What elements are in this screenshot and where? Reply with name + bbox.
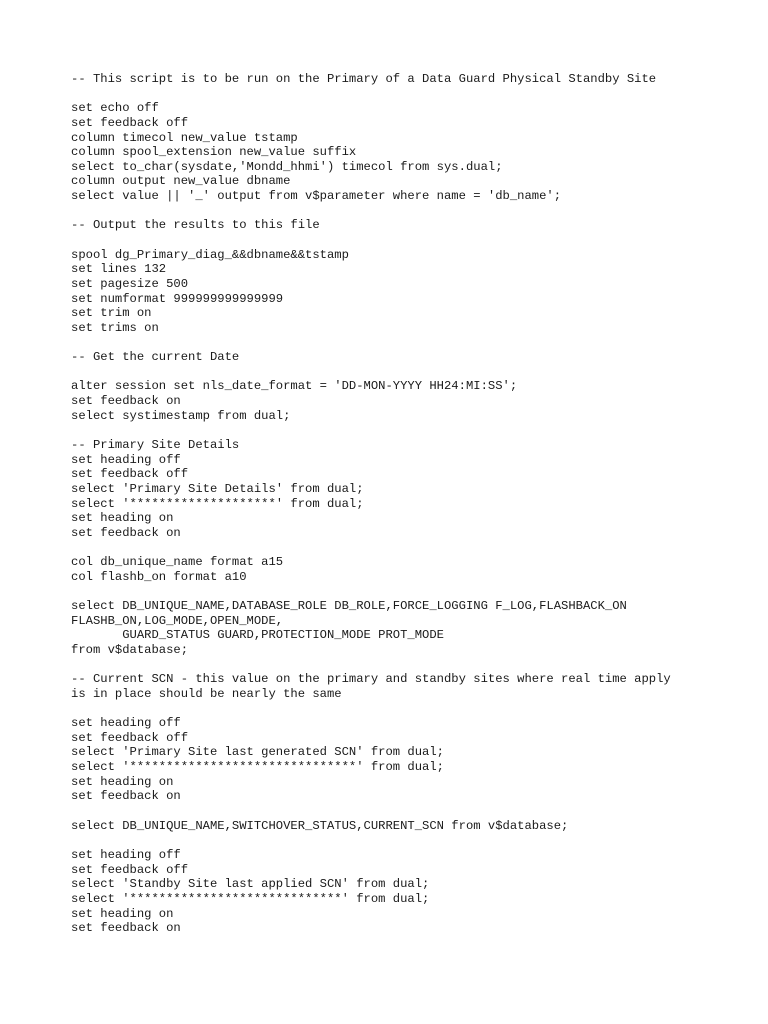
blank-line [71, 584, 751, 599]
code-line: spool dg_Primary_diag_&&dbname&&tstamp [71, 247, 349, 262]
blank-line [71, 658, 751, 673]
code-line: select '*******************************' from dual; [71, 760, 444, 775]
code-line: select systimestamp from dual; [71, 408, 291, 423]
code-line: from v$database; [71, 642, 189, 657]
code-line: set heading on [71, 511, 174, 526]
code-line: set heading on [71, 774, 174, 789]
blank-line [71, 804, 751, 819]
code-line: set feedback on [71, 789, 181, 804]
code-line: set heading on [71, 906, 174, 921]
code-line: set feedback on [71, 525, 181, 540]
comment-line: -- This script is to be run on the Primary of a Data Guard Physical Standby Site [71, 72, 657, 86]
code-line: select '********************' from dual; [71, 496, 364, 511]
code-line: set feedback on [71, 394, 181, 409]
code-line: set trims on [71, 320, 159, 335]
blank-line [71, 833, 751, 848]
code-line: set feedback off [71, 467, 189, 482]
comment-line: -- Primary Site Details [71, 438, 240, 453]
code-line: set feedback off [71, 862, 189, 877]
code-line: set numformat 999999999999999 [71, 291, 284, 306]
code-line: FLASHB_ON,LOG_MODE,OPEN_MODE, [71, 613, 284, 628]
code-line: col flashb_on format a10 [71, 569, 247, 584]
code-line: select value || '_' output from v$parameter where name = 'db_name'; [71, 189, 562, 204]
code-line: set feedback on [71, 921, 181, 936]
code-line: set pagesize 500 [71, 276, 189, 291]
comment-line: -- Output the results to this file [71, 218, 320, 233]
comment-line: -- Current SCN - this value on the primary and standby sites where real time apply [71, 672, 671, 687]
code-line: select 'Primary Site Details' from dual; [71, 481, 364, 496]
blank-line [71, 702, 751, 717]
code-line: set heading off [71, 452, 181, 467]
blank-line [71, 87, 751, 102]
blank-line [71, 233, 751, 248]
code-line: set heading off [71, 847, 181, 862]
code-line: set echo off [71, 101, 159, 116]
code-line: set feedback off [71, 730, 189, 745]
blank-line [71, 204, 751, 219]
code-line: select to_char(sysdate,'Mondd_hhmi') timecol from sys.dual; [71, 159, 503, 174]
blank-line [71, 423, 751, 438]
code-line: column output new_value dbname [71, 174, 291, 189]
code-line: select '*****************************' from dual; [71, 891, 430, 906]
code-line: GUARD_STATUS GUARD,PROTECTION_MODE PROT_MODE [71, 628, 444, 643]
code-line: column timecol new_value tstamp [71, 130, 298, 145]
code-line: set lines 132 [71, 262, 167, 277]
code-line: select DB_UNIQUE_NAME,DATABASE_ROLE DB_ROLE,FORCE_LOGGING F_LOG,FLASHBACK_ON [71, 599, 627, 614]
code-line: select 'Primary Site last generated SCN' from dual; [71, 745, 444, 760]
code-line: select DB_UNIQUE_NAME,SWITCHOVER_STATUS,CURRENT_SCN from v$database; [71, 818, 569, 833]
code-line: col db_unique_name format a15 [71, 555, 284, 570]
code-line: select 'Standby Site last applied SCN' from dual; [71, 877, 430, 892]
code-line: set trim on [71, 306, 152, 321]
code-line: set feedback off [71, 115, 189, 130]
code-line: is in place should be nearly the same [71, 686, 342, 701]
comment-line: -- Get the current Date [71, 350, 240, 365]
blank-line [71, 336, 751, 351]
code-line: alter session set nls_date_format = 'DD-MON-YYYY HH24:MI:SS'; [71, 379, 518, 394]
script-text-block [71, 72, 751, 936]
blank-line [71, 365, 751, 380]
code-line: set heading off [71, 716, 181, 731]
blank-line [71, 541, 751, 556]
code-line: column spool_extension new_value suffix [71, 145, 357, 160]
